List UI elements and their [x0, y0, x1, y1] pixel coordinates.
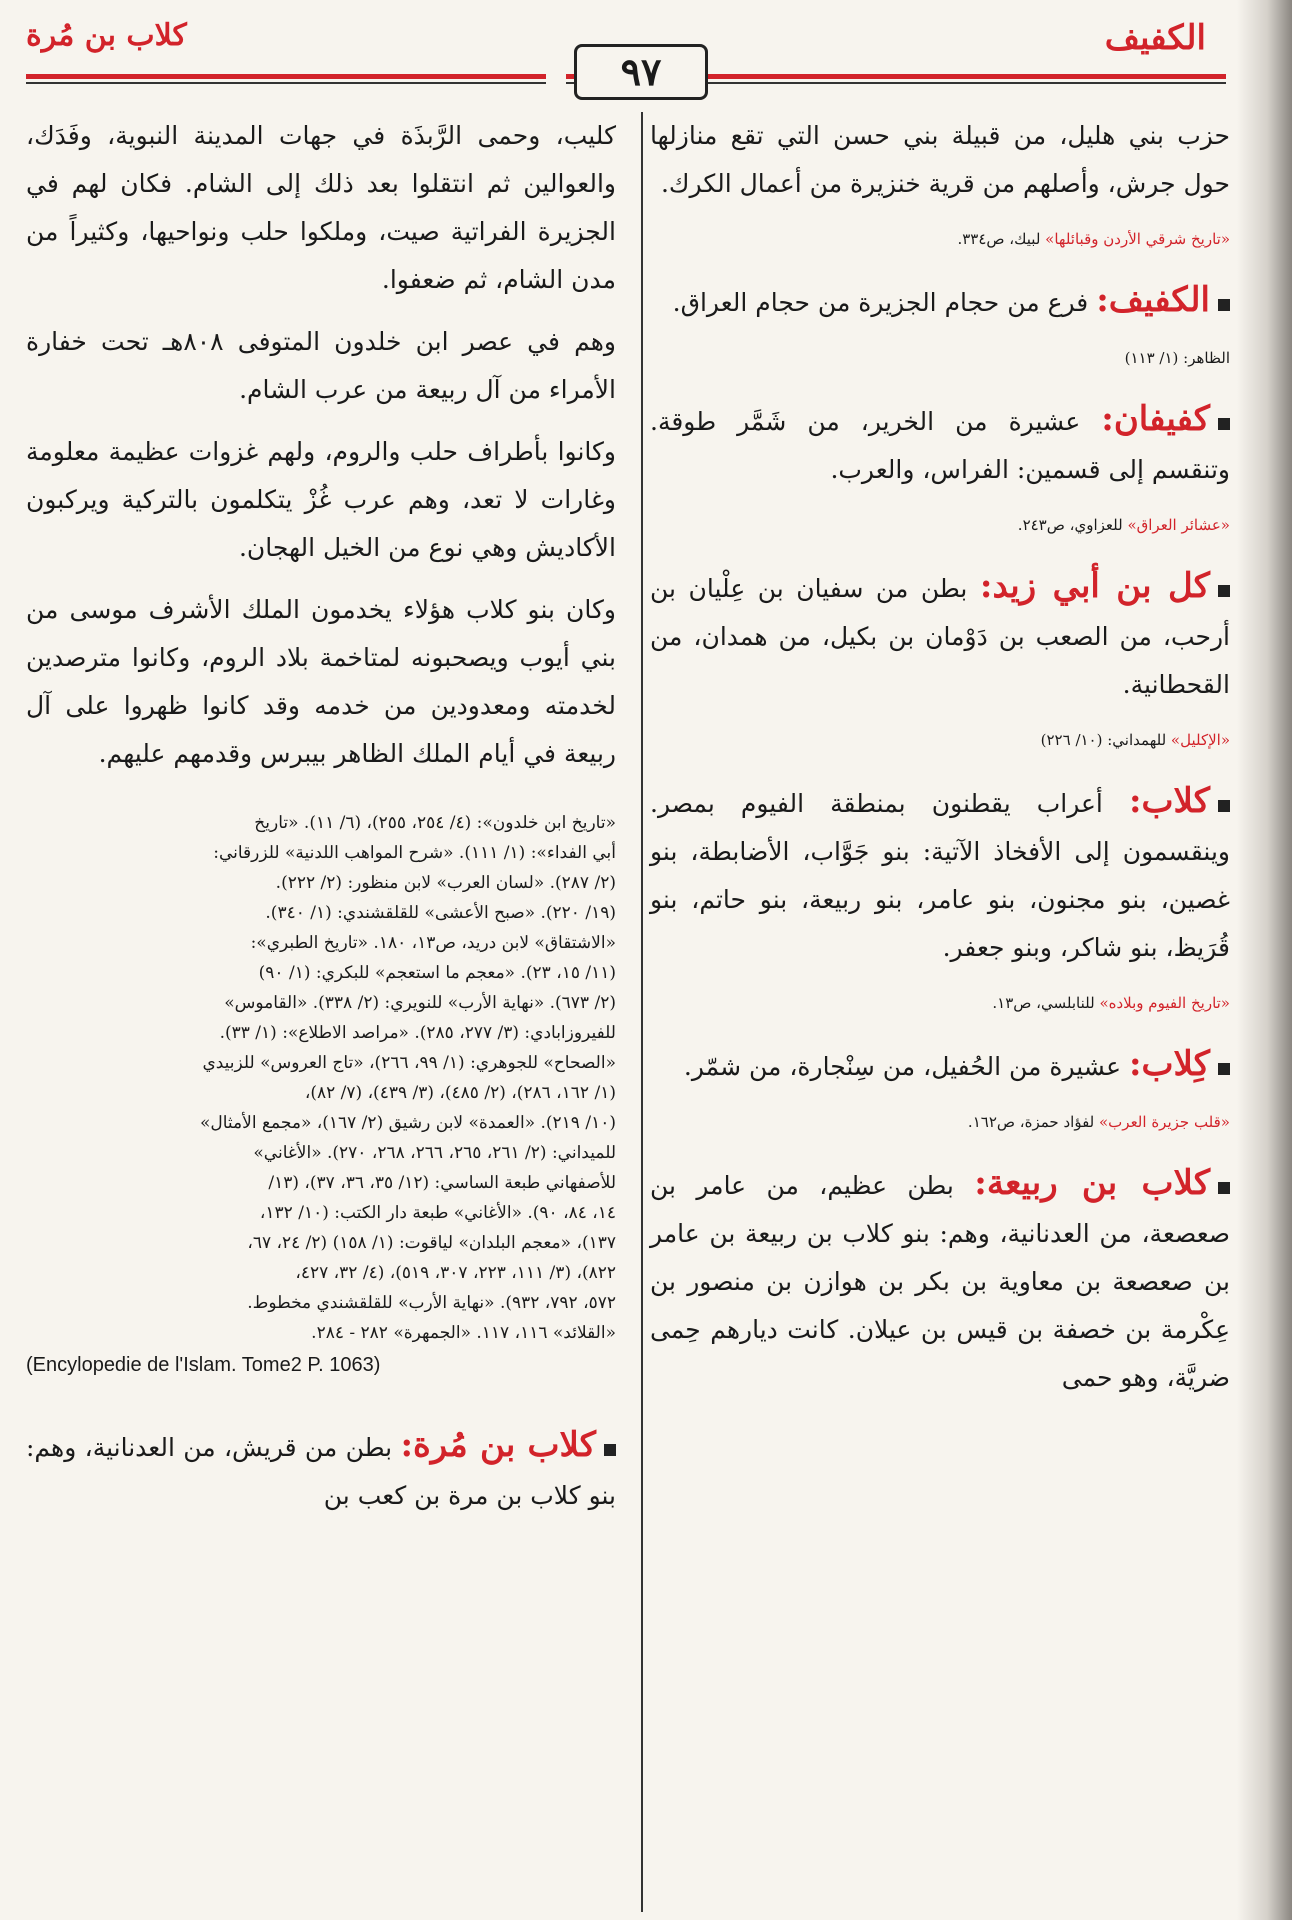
entry-text: عشيرة من الخرير، من شَمَّر طوقة. وتنقسم إلى قسمين: الفراس، والعرب. — [650, 407, 1230, 484]
source-rest: لبيك، ص٣٣٤. — [957, 230, 1046, 248]
entry-text: بطن من قريش، من العدنانية، وهم: بنو كلاب بن مرة بن كعب بن — [26, 1433, 616, 1510]
bullet-icon — [1218, 1182, 1230, 1194]
entry-source — [650, 347, 1230, 369]
header-rule-left-thin — [26, 82, 546, 84]
page-header — [26, 14, 1226, 94]
reference-line: ١٣٧)، «معجم البلدان» لياقوت: (١/ ١٥٨) (٢/ ٢٤، ٦٧، — [247, 1233, 616, 1253]
entry-text: بطن عظيم، من عامر بن صعصعة، من العدنانية، وهم: بنو كلاب بن ربيعة بن عامر بن صعصعة بن معاوية بن بكر بن هوازن بن منصور بن عِكْرمة بن خصفة بن قيس بن عيلان. كانت ديارهم حِمى ضريَّة، وهو حمى — [650, 1171, 1230, 1392]
source-rest: للعزاوي، ص٢٤٣. — [1017, 516, 1128, 534]
entry-source — [650, 1111, 1230, 1133]
reference-line: ١٤، ٨٤، ٩٠). «الأغاني» طبعة دار الكتب: (١٠/ ١٣٢، — [259, 1203, 616, 1223]
reference-line: (٢/ ٢٨٧). «لسان العرب» لابن منظور: (٢/ ٢٢٢). — [275, 873, 616, 893]
reference-line: ٨٢٢)، (٣/ ١١١، ٢٢٣، ٣٠٧، ٥١٩)، (٤/ ٣٢، ٤٢٧، — [295, 1263, 616, 1283]
reference-line: أبي الفداء»: (١/ ١١١). «شرح المواهب اللدنية» للزرقاني: — [213, 843, 616, 863]
bullet-icon — [1218, 1063, 1230, 1075]
reference-line: (١٠/ ٢١٩). «العمدة» لابن رشيق (٢/ ١٦٧)، «مجمع الأمثال» — [200, 1113, 616, 1133]
header-right-title: الكفيف — [1104, 18, 1206, 58]
paragraph: وكانوا بأطراف حلب والروم، ولهم غزوات عظيمة معلومة وغارات لا تعد، وهم عرب غُزْ يتكلمون بالتركية ويركبون الأكاديش وهي نوع من الخيل الهجان. — [26, 437, 616, 562]
reference-line: (١/ ١٦٢، ٢٨٦)، (٢/ ٤٨٥)، (٣/ ٤٣٩)، (٧/ ٨٢)، — [304, 1083, 616, 1103]
intro-source — [650, 228, 1230, 250]
source-title: «الإكليل» — [1170, 731, 1230, 749]
bullet-icon — [1218, 299, 1230, 311]
bullet-icon — [1218, 418, 1230, 430]
reference-line: للأصفهاني طبعة الساسي: (١٢/ ٣٥، ٣٦، ٣٧)، (١٣/ — [268, 1173, 616, 1193]
entry-heading: كلاب بن ربيعة: — [974, 1163, 1211, 1203]
entry-text: أعراب يقطنون بمنطقة الفيوم بمصر. وينقسمون إلى الأفخاذ الآتية: بنو جَوَّاب، الأضابطة، بنو غصين، بنو مجنون، بنو عامر، بنو ربيعة، بنو حاتم، بنو قُرَيظ، بنو شاكر، وبنو جعفر. — [650, 789, 1230, 962]
source-title: «عشائر العراق» — [1127, 516, 1230, 534]
entry-kafifan — [650, 395, 1230, 536]
entry-source — [650, 514, 1230, 536]
entry-text: فرع من حجام الجزيرة من حجام العراق. — [672, 288, 1089, 317]
bullet-icon — [604, 1444, 616, 1456]
reference-line: (٢/ ٦٧٣). «نهاية الأرب» للنويري: (٢/ ٣٣٨). «القاموس» — [224, 993, 616, 1013]
entry-heading: كِلاب: — [1128, 1044, 1210, 1084]
page-number: ٩٧ — [574, 44, 708, 100]
source-rest: لفؤاد حمزة، ص١٦٢. — [967, 1113, 1099, 1131]
source-rest: للهمداني: (١٠/ ٢٢٦) — [1040, 731, 1171, 749]
paragraph: وهم في عصر ابن خلدون المتوفى ٨٠٨هـ تحت خفارة الأمراء من آل ربيعة من عرب الشام. — [26, 327, 616, 404]
reference-line: (١١/ ١٥، ٢٣). «معجم ما استعجم» للبكري: (١/ ٩٠) — [258, 963, 616, 983]
entry-heading: كل بن أبي زيد: — [979, 566, 1210, 606]
header-left-title: كلاب بن مُرة — [26, 18, 187, 53]
entry-heading: كفيفان: — [1101, 399, 1210, 439]
entry-kilab-bin-rabia — [650, 1159, 1230, 1402]
latin-reference: (Encylopedie de l'Islam. Tome2 P. 1063) — [26, 1354, 381, 1376]
reference-line: «تاريخ ابن خلدون»: (٤/ ٢٥٤، ٢٥٥)، (٦/ ١١). «تاريخ — [254, 813, 616, 833]
left-column — [26, 112, 616, 1520]
reference-line: ٥٧٢، ٧٩٢، ٩٣٢). «نهاية الأرب» للقلقشندي مخطوط. — [247, 1293, 616, 1313]
reference-line: للفيروزابادي: (٣/ ٢٧٧، ٢٨٥). «مراصد الاطلاع»: (١/ ٣٣). — [219, 1023, 616, 1043]
column-divider — [641, 112, 643, 1912]
bullet-icon — [1218, 585, 1230, 597]
paragraph: وكان بنو كلاب هؤلاء يخدمون الملك الأشرف موسى من بني أيوب ويصحبونه لمتاخمة بلاد الروم، وكانوا مترصدين لخدمته ومعدودين من خدمه وقد كانوا ظهروا على آل ربيعة في أيام الملك الظاهر بيبرس وقدمهم عليهم. — [26, 595, 616, 768]
bullet-icon — [1218, 800, 1230, 812]
book-binding-shadow — [1237, 0, 1292, 1920]
reference-line: «القلائد» ١١٦، ١١٧. «الجمهرة» ٢٨٢ - ٢٨٤. — [311, 1323, 616, 1343]
entry-kul-bin-abi-zaid — [650, 562, 1230, 751]
references-list — [26, 808, 616, 1348]
reference-line: «الصحاح» للجوهري: (١/ ٩٩، ٢٦٦)، «تاج العروس» للزبيدي — [202, 1053, 616, 1073]
source-rest: للنابلسي، ص١٣. — [992, 994, 1100, 1012]
entry-heading: كلاب: — [1128, 781, 1210, 821]
entry-heading: كلاب بن مُرة: — [400, 1425, 596, 1465]
entry-text: عشيرة من الحُفيل، من سِنْجارة، من شمّر. — [683, 1052, 1121, 1081]
reference-line: للميداني: (٢/ ٢٦١، ٢٦٥، ٢٦٦، ٢٦٨، ٢٧٠). «الأغاني» — [253, 1143, 616, 1163]
entry-source — [650, 729, 1230, 751]
entry-text: بطن من سفيان بن عِلْيان بن أرحب، من الصعب بن دَوْمان بن بكيل، من همدان، من القحطانية. — [650, 574, 1230, 699]
intro-text: حزب بني هليل، من قبيلة بني حسن التي تقع منازلها حول جرش، وأصلهم من قرية خنزيرة من أعمال الكرك. — [650, 121, 1230, 198]
source-title: «تاريخ الفيوم وبلاده» — [1099, 994, 1230, 1012]
source-title: «تاريخ شرقي الأردن وقبائلها» — [1045, 230, 1230, 248]
source-rest: الظاهر: (١/ ١١٣) — [1124, 349, 1230, 367]
entry-kafif — [650, 276, 1230, 369]
entry-kilab-shammar — [650, 1040, 1230, 1133]
entry-kilab-fayoum — [650, 777, 1230, 1014]
right-column — [650, 112, 1230, 1402]
entry-source — [650, 992, 1230, 1014]
header-rule-left — [26, 74, 546, 79]
source-title: «قلب جزيرة العرب» — [1099, 1113, 1230, 1131]
reference-line: (١٩/ ٢٢٠). «صبح الأعشى» للقلقشندي: (١/ ٣٤٠). — [265, 903, 616, 923]
reference-line: «الاشتقاق» لابن دريد، ص١٣، ١٨٠. «تاريخ الطبري»: — [250, 933, 616, 953]
entry-kilab-bin-murra — [26, 1421, 616, 1520]
entry-heading: الكفيف: — [1096, 280, 1210, 320]
paragraph: كليب، وحمى الرَّبذَة في جهات المدينة النبوية، وفَدَك، والعوالين ثم انتقلوا بعد ذلك إلى الشام. فكان لهم في الجزيرة الفراتية صيت، وملكوا حلب ونواحيها، وكثيراً من مدن الشام، ثم ضعفوا. — [26, 121, 616, 294]
